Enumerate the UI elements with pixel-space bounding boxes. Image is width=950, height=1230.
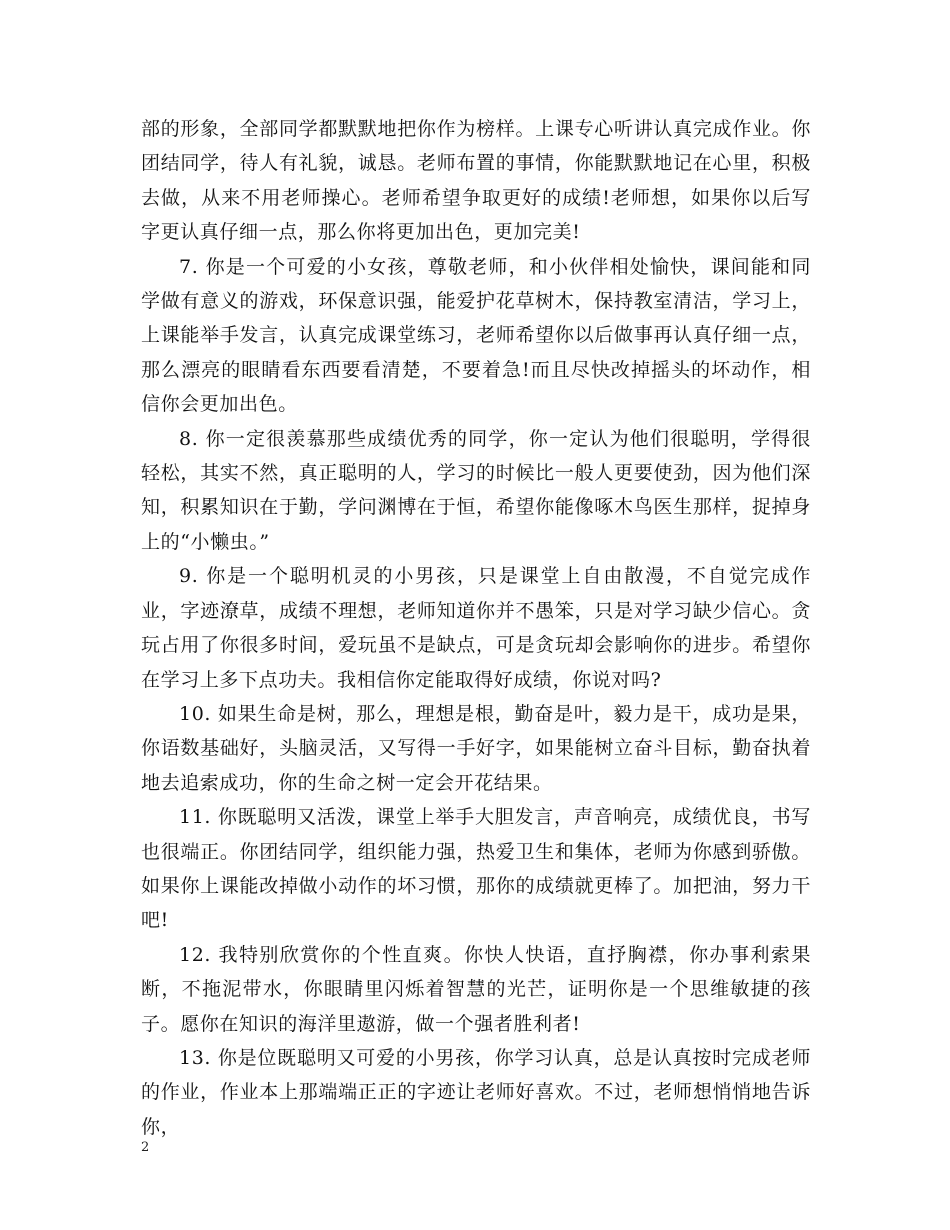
paragraph-8: 8. 你一定很羡慕那些成绩优秀的同学，你一定认为他们很聪明，学得很轻松，其实不然，真正聪明的人，学习的时候比一般人更要使劲，因为他们深知，积累知识在于勤，学问渊博在于恒，希望你能像啄木鸟医生那样，捉掉身上的“小懒虫。” bbox=[141, 427, 811, 553]
page-number: 2 bbox=[141, 1140, 150, 1155]
document-body bbox=[141, 112, 811, 1144]
paragraph-12: 12. 我特别欣赏你的个性直爽。你快人快语，直抒胸襟，你办事利索果断，不拖泥带水，你眼睛里闪烁着智慧的光芒，证明你是一个思维敏捷的孩子。愿你在知识的海洋里遨游，做一个强者胜利者! bbox=[141, 943, 811, 1035]
paragraph-11: 11. 你既聪明又活泼，课堂上举手大胆发言，声音响亮，成绩优良，书写也很端正。你团结同学，组织能力强，热爱卫生和集体，老师为你感到骄傲。如果你上课能改掉做小动作的坏习惯，那你的成绩就更棒了。加把油，努力干吧! bbox=[141, 806, 811, 932]
paragraph-7: 7. 你是一个可爱的小女孩，尊敬老师，和小伙伴相处愉快，课间能和同学做有意义的游戏，环保意识强，能爱护花草树木，保持教室清洁，学习上，上课能举手发言，认真完成课堂练习，老师希望你以后做事再认真仔细一点，那么漂亮的眼睛看东西要看清楚，不要着急!而且尽快改掉摇头的坏动作，相信你会更加出色。 bbox=[141, 255, 811, 416]
paragraph-13: 13. 你是位既聪明又可爱的小男孩，你学习认真，总是认真按时完成老师的作业，作业本上那端端正正的字迹让老师好喜欢。不过，老师想悄悄地告诉你， bbox=[141, 1046, 811, 1138]
paragraph-continued: 部的形象，全部同学都默默地把你作为榜样。上课专心听讲认真完成作业。你团结同学，待人有礼貌，诚恳。老师布置的事情，你能默默地记在心里，积极去做，从来不用老师操心。老师希望争取更好的成绩!老师想，如果你以后写字更认真仔细一点，那么你将更加出色，更加完美! bbox=[141, 118, 811, 244]
paragraph-10: 10. 如果生命是树，那么，理想是根，勤奋是叶，毅力是干，成功是果，你语数基础好，头脑灵活，又写得一手好字，如果能树立奋斗目标，勤奋执着地去追索成功，你的生命之树一定会开花结果。 bbox=[141, 702, 811, 794]
paragraph-9: 9. 你是一个聪明机灵的小男孩，只是课堂上自由散漫，不自觉完成作业，字迹潦草，成绩不理想，老师知道你并不愚笨，只是对学习缺少信心。贪玩占用了你很多时间，爱玩虽不是缺点，可是贪玩却会影响你的进步。希望你在学习上多下点功夫。我相信你定能取得好成绩，你说对吗? bbox=[141, 565, 811, 691]
